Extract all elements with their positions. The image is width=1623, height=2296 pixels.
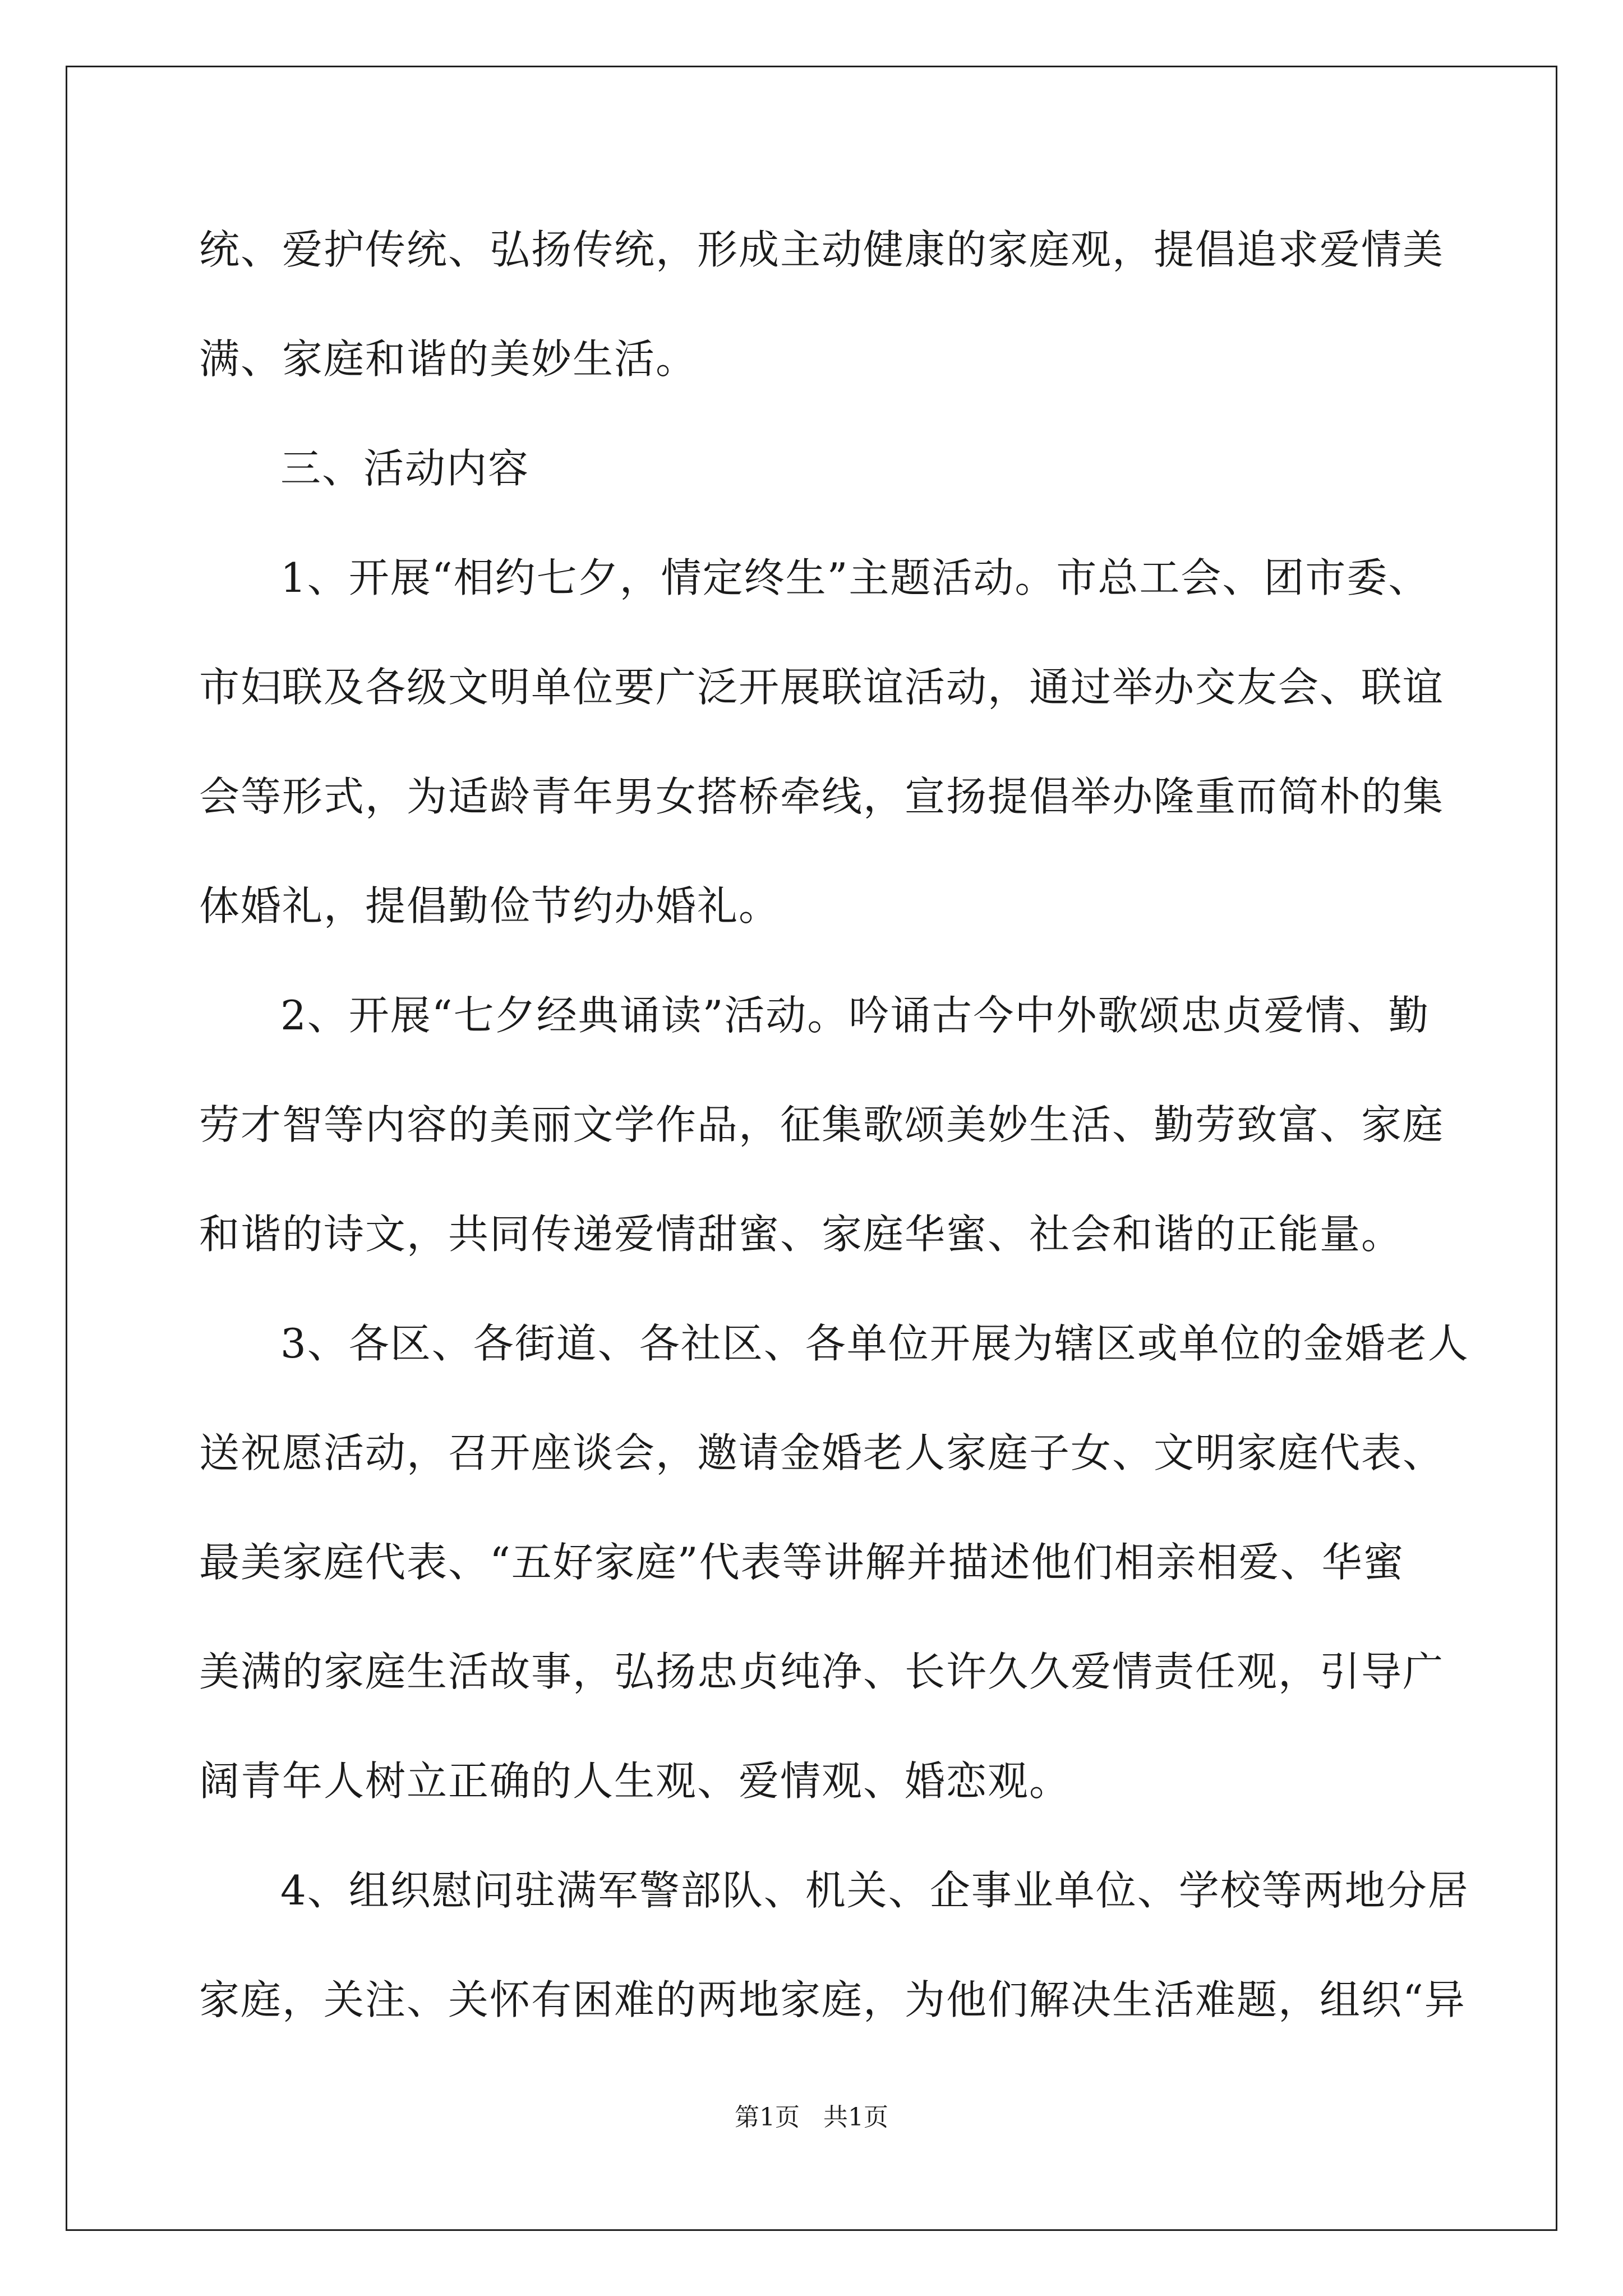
body-text-line: 会等形式，为适龄青年男女搭桥牵线，宣扬提倡举办隆重而简朴的集	[199, 773, 1445, 820]
body-text-line: 送祝愿活动，召开座谈会，邀请金婚老人家庭子女、文明家庭代表、	[199, 1429, 1445, 1476]
body-text-line: 和谐的诗文，共同传递爱情甜蜜、家庭华蜜、社会和谐的正能量。	[199, 1211, 1403, 1258]
section-heading: 三、活动内容	[280, 445, 530, 492]
page-footer: 第1页 共1页	[735, 2103, 888, 2132]
body-text-line: 美满的家庭生活故事，弘扬忠贞纯净、长许久久爱情责任观，引导广	[199, 1648, 1445, 1695]
body-text-line: 满、家庭和谐的美妙生活。	[199, 335, 698, 383]
body-text-line: 2、开展“七夕经典诵读”活动。吟诵古今中外歌颂忠贞爱情、勤	[280, 992, 1430, 1039]
body-text-line: 市妇联及各级文明单位要广泛开展联谊活动，通过举办交友会、联谊	[199, 664, 1445, 711]
body-text-line: 阔青年人树立正确的人生观、爱情观、婚恋观。	[199, 1757, 1071, 1805]
body-text-line: 家庭，关注、关怀有困难的两地家庭，为他们解决生活难题，组织“异	[199, 1976, 1466, 2023]
body-text-line: 4、组织慰问驻满军警部队、机关、企事业单位、学校等两地分居	[280, 1867, 1469, 1914]
body-text-line: 3、各区、各街道、各社区、各单位开展为辖区或单位的金婚老人	[280, 1320, 1469, 1367]
body-text-line: 1、开展“相约七夕，情定终生”主题活动。市总工会、团市委、	[280, 554, 1430, 601]
body-text-line: 体婚礼，提倡勤俭节约办婚礼。	[199, 882, 781, 930]
body-text-line: 劳才智等内容的美丽文学作品，征集歌颂美妙生活、勤劳致富、家庭	[199, 1101, 1445, 1148]
body-text-line: 统、爱护传统、弘扬传统，形成主动健康的家庭观，提倡追求爱情美	[199, 226, 1445, 273]
body-text-line: 最美家庭代表、“五好家庭”代表等讲解并描述他们相亲相爱、华蜜	[199, 1539, 1405, 1586]
